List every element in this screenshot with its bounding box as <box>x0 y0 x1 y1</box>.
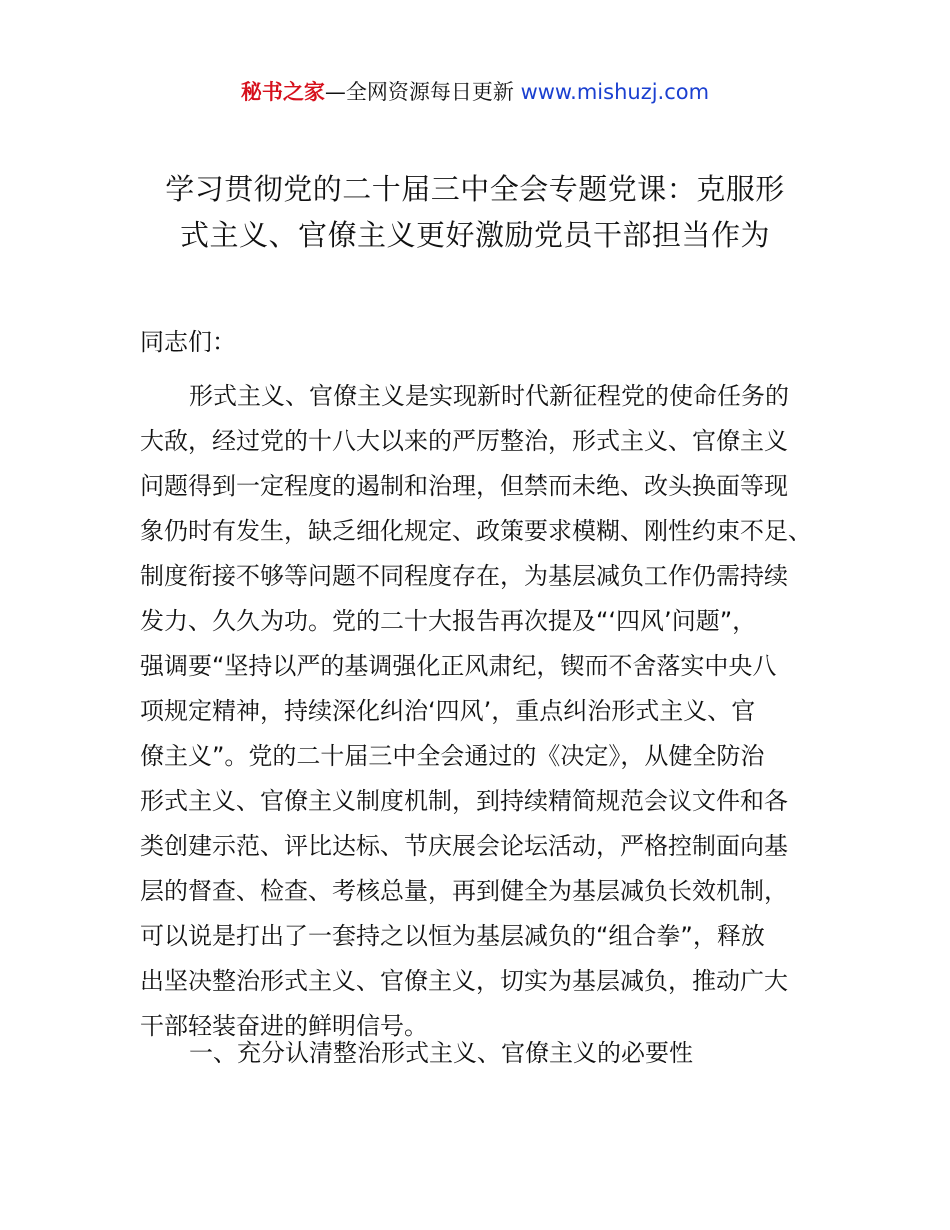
document-title <box>100 166 850 258</box>
document-title-line-1: 学习贯彻党的二十届三中全会专题党课：克服形 <box>165 172 785 206</box>
paragraph-line: 类创建示范、评比达标、节庆展会论坛活动，严格控制面向基 <box>140 832 788 860</box>
paragraph-line: 强调要“坚持以严的基调强化正风肃纪，锲而不舍落实中央八 <box>140 652 777 680</box>
document-title-line-2: 式主义、官僚主义更好激励党员干部担当作为 <box>179 218 770 252</box>
paragraph-line: 可以说是打出了一套持之以恒为基层减负的“组合拳”，释放 <box>140 922 765 950</box>
site-brand: 秘书之家 <box>240 80 325 104</box>
paragraph-line: 发力、久久为功。党的二十大报告再次提及“‘四风’问题”， <box>140 607 757 635</box>
paragraph-line: 干部轻装奋进的鲜明信号。 <box>140 1012 428 1040</box>
salutation: 同志们： <box>140 328 236 356</box>
paragraph-line: 形式主义、官僚主义制度机制，到持续精简规范会议文件和各 <box>140 787 788 815</box>
site-tagline: —全网资源每日更新 <box>324 80 521 104</box>
paragraph-line: 象仍时有发生，缺乏细化规定、政策要求模糊、刚性约束不足、 <box>140 517 812 545</box>
paragraph-line: 大敌，经过党的十八大以来的严厉整治，形式主义、官僚主义 <box>140 427 788 455</box>
paragraph-line: 出坚决整治形式主义、官僚主义，切实为基层减负，推动广大 <box>140 967 788 995</box>
paragraph-line: 形式主义、官僚主义是实现新时代新征程党的使命任务的 <box>189 382 789 410</box>
site-header <box>0 76 950 108</box>
body-paragraph <box>140 374 820 1049</box>
paragraph-line: 项规定精神，持续深化纠治‘四风’，重点纠治形式主义、官 <box>140 697 756 725</box>
paragraph-line: 层的督查、检查、考核总量，再到健全为基层减负长效机制， <box>140 877 788 905</box>
paragraph-line: 制度衔接不够等问题不同程度存在，为基层减负工作仍需持续 <box>140 562 788 590</box>
section-heading: 一、充分认清整治形式主义、官僚主义的必要性 <box>189 1039 693 1067</box>
paragraph-line: 僚主义”。党的二十届三中全会通过的《决定》，从健全防治 <box>140 742 765 770</box>
paragraph-line: 问题得到一定程度的遏制和治理，但禁而未绝、改头换面等现 <box>140 472 788 500</box>
site-url-link[interactable]: www.mishuzj.com <box>520 80 710 104</box>
